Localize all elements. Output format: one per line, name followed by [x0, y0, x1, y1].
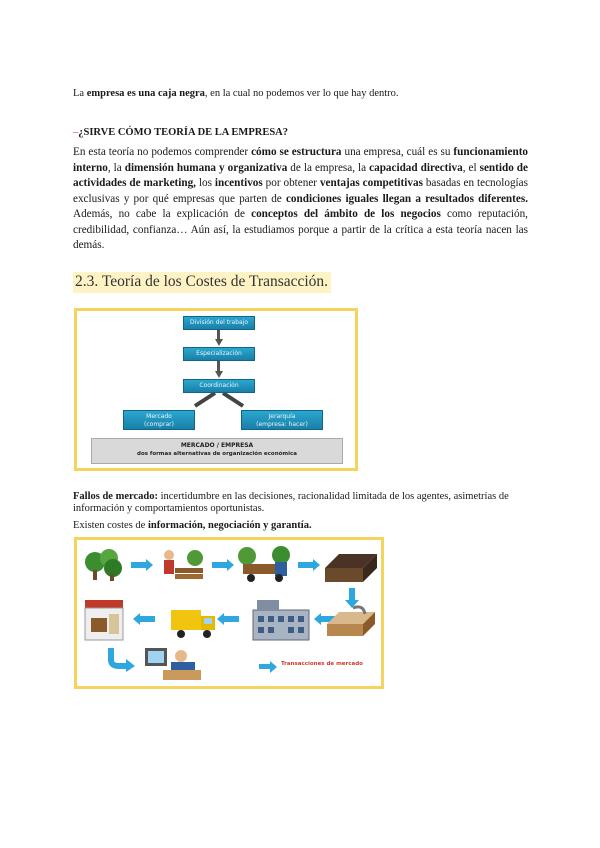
paragraph-run: , la [107, 161, 125, 174]
theory-paragraph [73, 145, 528, 254]
paragraph-run: basadas en tecnologías exclusivas y por qué empresas que parten de [73, 177, 528, 205]
question-heading: –¿SIRVE CÓMO TEORÍA DE LA EMPRESA? [73, 127, 289, 138]
delivery-truck-icon [169, 604, 217, 642]
paragraph-run: funcionamiento interno [73, 146, 529, 174]
paragraph-run: dimensión humana y organizativa [124, 161, 288, 174]
paragraph-run: Además, no cabe la explicación de [73, 208, 252, 220]
lumberjack-icon [159, 546, 205, 584]
division-diagram [74, 308, 358, 471]
paragraph-run: ventajas competitivas [319, 177, 423, 189]
curved-arrow-icon [107, 646, 137, 672]
right-arrow-icon [298, 562, 314, 568]
left-arrow-icon [223, 616, 239, 622]
banner-subtitle: dos formas alternativas de organización económica [137, 451, 297, 457]
paragraph-run: los [195, 177, 215, 189]
factory-icon [249, 596, 313, 644]
box-division: División del trabajo [183, 316, 255, 330]
box-especializacion: Especialización [183, 347, 255, 361]
box-coordinacion: Coordinación [183, 379, 255, 393]
paragraph-run: incentivos [214, 177, 263, 189]
right-arrow-icon [131, 562, 147, 568]
right-arrow-icon [212, 562, 228, 568]
paragraph-run: cómo se estructura [251, 146, 342, 158]
log-truck-icon [235, 546, 293, 586]
planks-icon [323, 602, 377, 642]
box-mercado: Mercado (comprar) [123, 410, 195, 430]
legend-arrow-icon [259, 664, 271, 669]
paragraph-run: En esta teoría no podemos comprender [73, 146, 252, 158]
section-title: 2.3. Teoría de los Costes de Transacción. [73, 272, 331, 293]
banner-title: MERCADO / EMPRESA [180, 442, 254, 449]
arrow-down-icon [215, 371, 223, 378]
sawmill-icon [321, 546, 379, 586]
costs-text: Existen costes de información, negociación y garantía. [73, 520, 312, 531]
transactions-diagram [74, 537, 384, 689]
customer-tv-icon [141, 642, 203, 686]
paragraph-run: capacidad directiva [369, 161, 463, 174]
forest-icon [83, 548, 123, 582]
market-company-banner [91, 438, 343, 464]
intro-text: La empresa es una caja negra, en la cual no podemos ver lo que hay dentro. [73, 88, 399, 99]
paragraph-run: como reputación, credibilidad, confianza… Aún así, la estudiamos porque a partir de la crítica a esta teoría nacen las demás. [73, 208, 528, 251]
paragraph-run: , el [462, 161, 480, 174]
diagram-legend: Transacciones de mercado [281, 661, 363, 667]
paragraph-run: por obtener [262, 177, 320, 189]
paragraph-run: de la empresa, la [287, 161, 370, 174]
paragraph-run: sentido de actividades de marketing, [73, 161, 528, 189]
arrow-down-icon [215, 339, 223, 346]
paragraph-run: condiciones iguales llegan a resultados diferentes. [285, 192, 528, 205]
split-arrows [187, 393, 251, 411]
box-jerarquia: Jerarquía (empresa: hacer) [241, 410, 323, 430]
paragraph-run: conceptos del ámbito de los negocios [251, 208, 441, 220]
left-arrow-icon [139, 616, 155, 622]
furniture-store-icon [83, 596, 125, 644]
market-failures-text: Fallos de mercado: incertidumbre en las decisiones, racionalidad limitada de los agentes, asimetrías de información y comportamientos oportunistas. [73, 491, 509, 514]
paragraph-run: una empresa, cuál es su [341, 146, 454, 158]
